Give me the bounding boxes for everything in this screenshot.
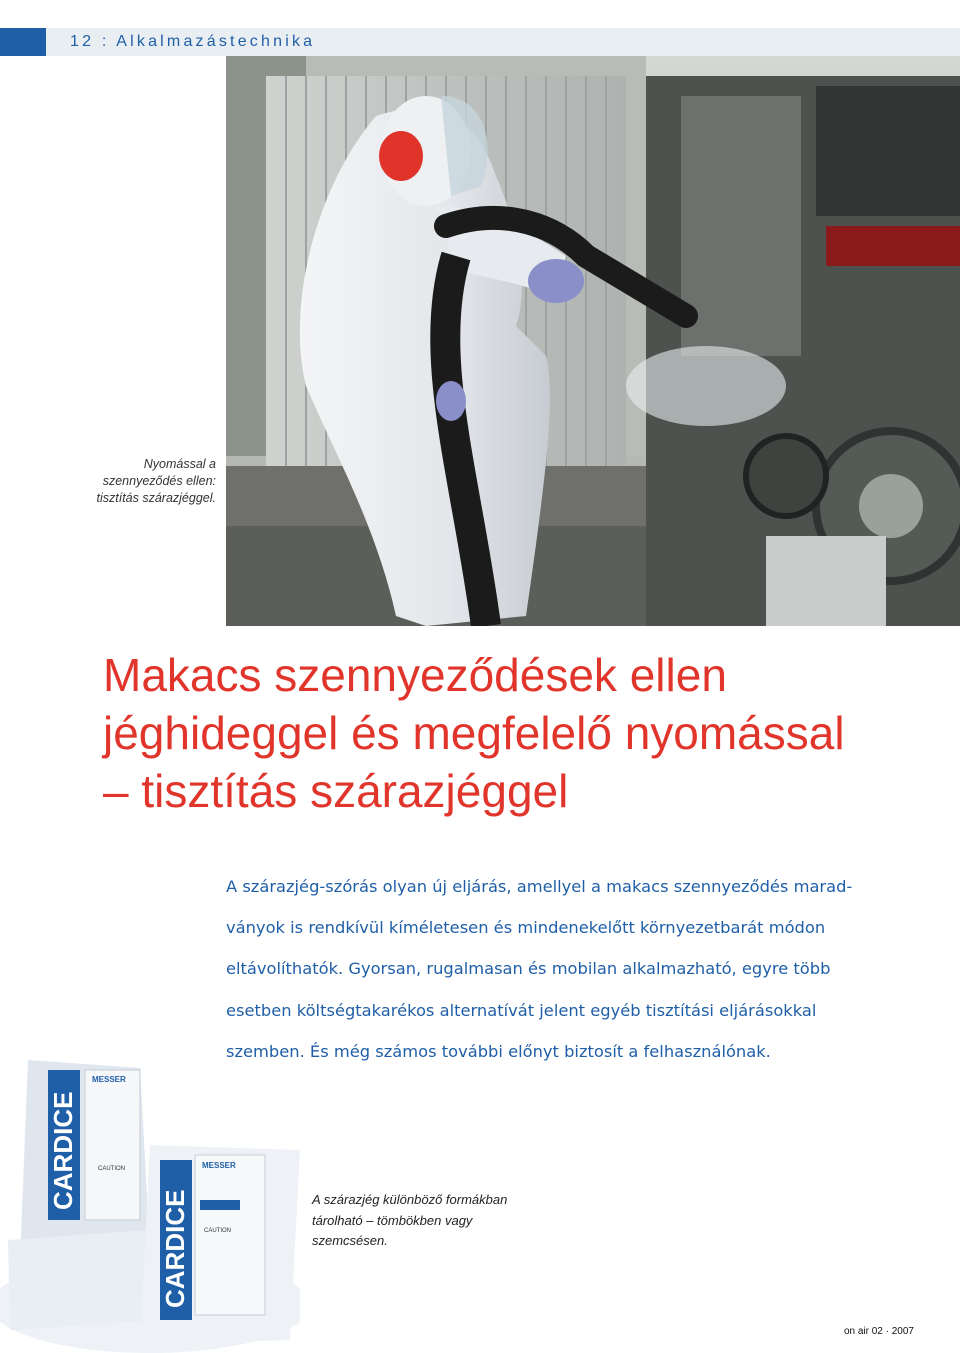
title-line: – tisztítás szárazjéggel [103, 765, 569, 817]
lead-line: A szárazjég-szórás olyan új eljárás, amellyel a makacs szennyeződés marad- [226, 877, 853, 896]
title-line: jéghideggel és megfelelő nyomással [103, 707, 845, 759]
article-title [103, 646, 943, 820]
lead-line: ványok is rendkívül kíméletesen és mindenekelőtt környezetbarát módon [226, 918, 826, 938]
bag-caution-label: CAUTION [204, 1228, 231, 1234]
title-line: Makacs szennyeződések ellen [103, 649, 727, 701]
photo-caption [16, 456, 216, 507]
caption-line: tárolható – tömbökben vagy [312, 1212, 473, 1228]
bag-maker-label: MESSER [92, 1075, 126, 1084]
lead-line: szemben. És még számos további előnyt biztosít a felhasználónak. [226, 1041, 771, 1061]
caption-line: Nyomással a [143, 457, 216, 471]
issue-footer: on air 02 · 2007 [843, 1326, 914, 1337]
caption-line: tisztítás szárazjéggel. [96, 491, 216, 505]
caption-line: szennyeződés ellen: [102, 474, 216, 488]
dry-ice-bags-photo [0, 1050, 300, 1353]
dry-ice-cleaning-photo [226, 56, 960, 626]
lead-line: eltávolíthatók. Gyorsan, rugalmasan és mobilan alkalmazható, egyre több [226, 959, 831, 979]
header-accent-block [0, 28, 46, 56]
caption-line: A szárazjég különböző formákban [312, 1192, 508, 1207]
bag-brand-label: CARDICE [48, 1091, 78, 1210]
bag-brand-label: CARDICE [160, 1189, 190, 1308]
lead-paragraph [226, 866, 916, 1072]
section-title: 12 : Alkalmazástechnika [70, 33, 316, 50]
bag-maker-label: MESSER [202, 1161, 236, 1170]
bag-caution-label: CAUTION [98, 1166, 125, 1172]
page-header [0, 28, 960, 56]
caption-line: szemcsésen. [312, 1233, 388, 1248]
lead-line: esetben költségtakarékos alternatívát jelent egyéb tisztítási eljárásokkal [226, 1000, 817, 1020]
bags-caption [312, 1190, 552, 1252]
